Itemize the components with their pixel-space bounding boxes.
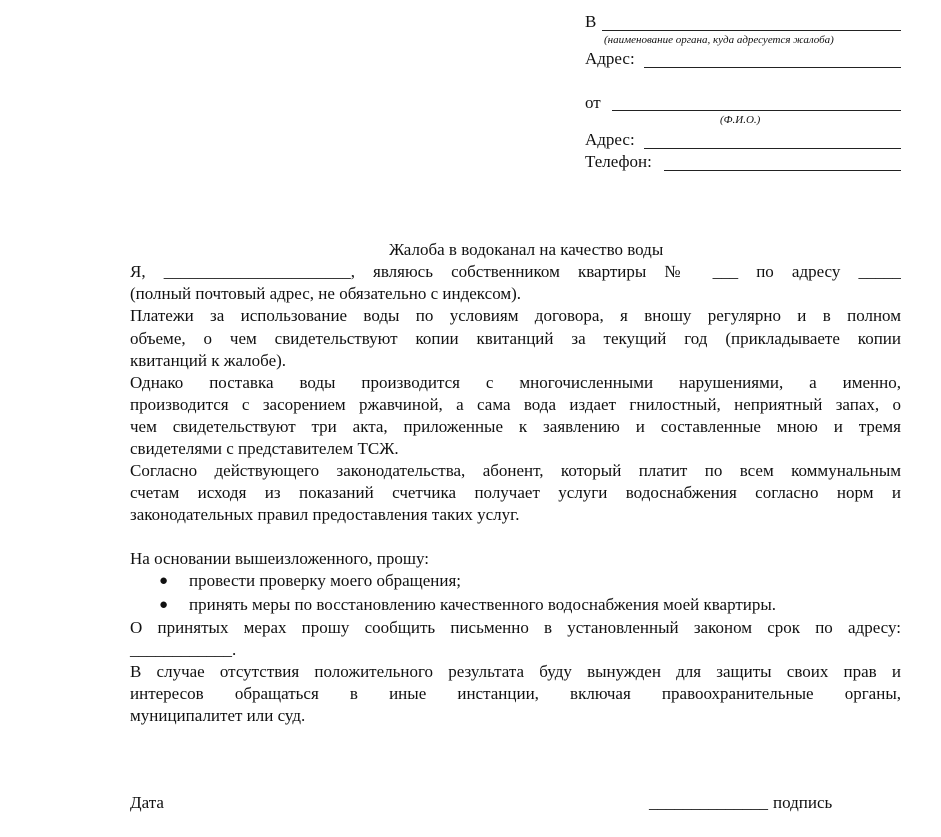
fio-hint: (Ф.И.О.) bbox=[720, 114, 761, 126]
document-title: Жалоба в водоканал на качество воды bbox=[389, 240, 664, 259]
address1-field-line[interactable] bbox=[644, 67, 901, 68]
paragraph-5-line: муниципалитет или суд. bbox=[130, 706, 306, 725]
paragraph-4-line: ____________. bbox=[130, 640, 237, 659]
to-prefix: В bbox=[585, 12, 597, 31]
to-field-line[interactable] bbox=[602, 30, 901, 31]
bullet-icon: ● bbox=[159, 573, 169, 589]
paragraph-3-line: законодательных правил предоставления таких услуг. bbox=[130, 505, 520, 524]
paragraph-3-line: счетам исходя из показаний счетчика получает услуги водоснабжения согласно норм и bbox=[130, 483, 901, 502]
address2-label: Адрес: bbox=[585, 130, 635, 149]
paragraph-2-line: чем свидетельствуют три акта, приложенные к заявлению и составленные мною и тремя bbox=[130, 417, 901, 436]
request-intro: На основании вышеизложенного, прошу: bbox=[130, 549, 429, 568]
phone-field-line[interactable] bbox=[664, 170, 901, 171]
signature-label: подпись bbox=[773, 793, 833, 812]
from-field-line[interactable] bbox=[612, 110, 901, 111]
intro-line-2: (полный почтовый адрес, не обязательно с индексом). bbox=[130, 284, 522, 303]
bullet-icon: ● bbox=[159, 597, 169, 613]
request-item: принять меры по восстановлению качественного водоснабжения моей квартиры. bbox=[189, 595, 777, 614]
from-prefix: от bbox=[585, 93, 601, 112]
paragraph-2-line: Однако поставка воды производится с многочисленными нарушениями, а именно, bbox=[130, 373, 901, 392]
paragraph-5-line: интересов обращаться в иные инстанции, включая правоохранительные органы, bbox=[130, 684, 901, 703]
phone-label: Телефон: bbox=[585, 152, 652, 171]
paragraph-5-line: В случае отсутствия положительного результата буду вынужден для защиты своих прав и bbox=[130, 662, 901, 681]
address2-field-line[interactable] bbox=[644, 148, 901, 149]
date-label: Дата bbox=[130, 793, 164, 812]
paragraph-2-line: производится с засорением ржавчиной, а сама вода издает гнилостный, неприятный запах, о bbox=[130, 395, 901, 414]
paragraph-1-line: Платежи за использование воды по условиям договора, я вношу регулярно и в полном bbox=[130, 306, 901, 325]
request-item: провести проверку моего обращения; bbox=[189, 571, 462, 590]
paragraph-3-line: Согласно действующего законодательства, абонент, который платит по всем коммунальным bbox=[130, 461, 901, 480]
address1-label: Адрес: bbox=[585, 49, 635, 68]
paragraph-2-line: свидетелями с представителем ТСЖ. bbox=[130, 439, 399, 458]
to-hint: (наименование органа, куда адресуется жалоба) bbox=[604, 34, 834, 46]
paragraph-1-line: квитанций к жалобе). bbox=[130, 351, 287, 370]
paragraph-1-line: объеме, о чем свидетельствуют копии квитанций за текущий год (прикладываете копии bbox=[130, 329, 901, 348]
paragraph-4-line: О принятых мерах прошу сообщить письменно в установленный законом срок по адресу: bbox=[130, 618, 901, 637]
intro-line-1: Я, ______________________, являюсь собственником квартиры № ___ по адресу _____ bbox=[130, 262, 901, 281]
signature-blank[interactable]: ______________ bbox=[649, 793, 768, 812]
